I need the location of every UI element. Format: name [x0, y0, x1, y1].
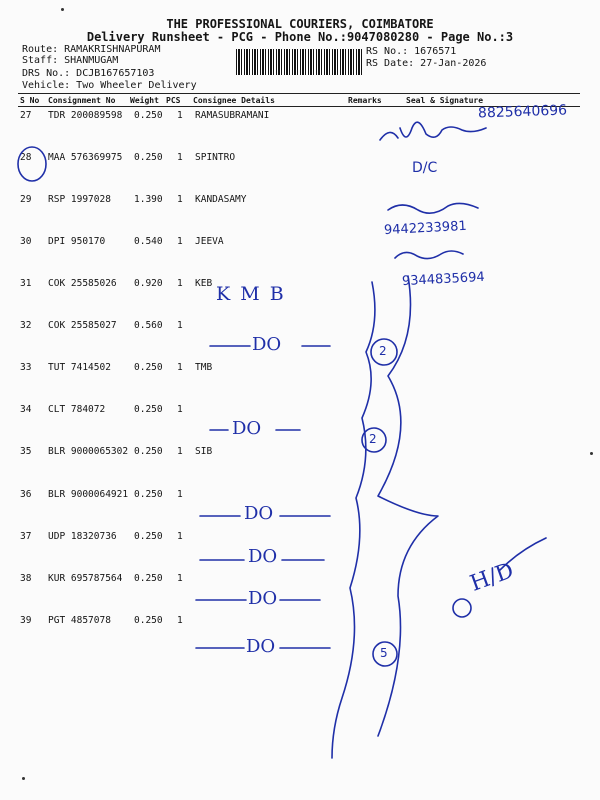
row-consignee: KEB	[195, 278, 213, 289]
row-weight: 0.250	[134, 110, 163, 121]
row-sno: 30	[20, 236, 32, 247]
row-sno: 31	[20, 278, 32, 289]
scan-dot	[22, 777, 25, 780]
row-consignee: JEEVA	[195, 236, 224, 247]
row-weight: 0.250	[134, 489, 163, 500]
row-consignee: TMB	[195, 362, 213, 373]
row-consignment: UDP 18320736	[48, 531, 117, 542]
row-pcs: 1	[177, 320, 183, 331]
row-sno: 27	[20, 110, 32, 121]
row-pcs: 1	[177, 278, 183, 289]
col-consignee: Consignee Details	[193, 96, 275, 105]
handwritten-count: 2	[369, 432, 377, 446]
scan-dot	[590, 452, 593, 455]
row-weight: 0.560	[134, 320, 163, 331]
row-consignment: RSP 1997028	[48, 194, 111, 205]
col-weight: Weight	[130, 96, 159, 105]
table-row	[0, 320, 600, 334]
row-consignment: BLR 9000064921	[48, 489, 129, 500]
row-consignment: TDR 200089598	[48, 110, 123, 121]
row-weight: 0.250	[134, 615, 163, 626]
row-weight: 0.250	[134, 573, 163, 584]
table-row	[0, 404, 600, 418]
row-pcs: 1	[177, 615, 183, 626]
table-row	[0, 531, 600, 545]
row-sno: 33	[20, 362, 32, 373]
handwritten-ditto: DO	[246, 636, 276, 657]
col-sno: S No	[20, 96, 40, 105]
signature-scribble	[380, 122, 486, 140]
col-pcs: PCS	[166, 96, 181, 105]
row-sno: 37	[20, 531, 32, 542]
row-consignment: CLT 784072	[48, 404, 106, 415]
drs-number: DRS No.: DCJB167657103	[22, 68, 155, 79]
row-weight: 0.250	[134, 362, 163, 373]
row-sno: 32	[20, 320, 32, 331]
row-consignment: DPI 950170	[48, 236, 106, 247]
handwritten-count: 2	[379, 344, 387, 358]
row-pcs: 1	[177, 362, 183, 373]
row-consignment: PGT 4857078	[48, 615, 111, 626]
runsheet-subtitle: Delivery Runsheet - PCG - Phone No.:9047080280 - Page No.:3	[86, 30, 514, 44]
handwritten-ditto: DO	[244, 503, 274, 524]
row-weight: 0.250	[134, 446, 163, 457]
row-pcs: 1	[177, 489, 183, 500]
table-row	[0, 236, 600, 250]
row-consignment: KUR 695787564	[48, 573, 123, 584]
handwritten-ditto: DO	[248, 588, 278, 609]
row-pcs: 1	[177, 194, 183, 205]
row-weight: 0.920	[134, 278, 163, 289]
barcode-image	[236, 49, 362, 75]
row-pcs: 1	[177, 531, 183, 542]
row-weight: 1.390	[134, 194, 163, 205]
row-weight: 0.250	[134, 152, 163, 163]
handwritten-dc: D/C	[412, 160, 438, 176]
row-pcs: 1	[177, 573, 183, 584]
row-pcs: 1	[177, 152, 183, 163]
handwritten-count: 5	[380, 646, 388, 660]
row-sno: 38	[20, 573, 32, 584]
row-sno: 39	[20, 615, 32, 626]
table-row	[0, 152, 600, 166]
handwritten-initials: H/D	[467, 558, 518, 597]
row-weight: 0.250	[134, 404, 163, 415]
row-weight: 0.250	[134, 531, 163, 542]
row-consignee: RAMASUBRAMANI	[195, 110, 270, 121]
row-consignee: SPINTRO	[195, 152, 236, 163]
staff-label: Staff: SHANMUGAM	[22, 55, 119, 66]
signature-scribble	[395, 251, 463, 259]
row-weight: 0.540	[134, 236, 163, 247]
row-sno: 29	[20, 194, 32, 205]
handwritten-phone-2: 9442233981	[383, 218, 468, 239]
row-consignment: BLR 9000065302	[48, 446, 129, 457]
row-sno: 36	[20, 489, 32, 500]
row-pcs: 1	[177, 236, 183, 247]
header-top-rule	[18, 93, 580, 94]
row-sno: 34	[20, 404, 32, 415]
row-consignment: MAA 576369975	[48, 152, 123, 163]
brace-stroke	[378, 276, 438, 736]
vehicle-label: Vehicle: Two Wheeler Delivery	[22, 80, 197, 91]
row-consignment: COK 25585027	[48, 320, 117, 331]
table-row	[0, 278, 600, 292]
row-consignment: COK 25585026	[48, 278, 117, 289]
brace-stroke	[332, 282, 375, 758]
route-label: Route: RAMAKRISHNAPURAM	[22, 44, 161, 55]
row-sno: 35	[20, 446, 32, 457]
table-row	[0, 194, 600, 208]
col-consignment: Consignment No	[48, 96, 116, 105]
handwritten-phone-1: 8825640696	[477, 102, 568, 122]
table-row	[0, 615, 600, 629]
scan-dot	[61, 8, 64, 11]
table-row	[0, 446, 600, 460]
col-seal: Seal & Signature	[406, 96, 484, 105]
row-consignee: SIB	[195, 446, 213, 457]
row-consignment: TUT 7414502	[48, 362, 111, 373]
handwritten-phone-3: 9344835694	[401, 269, 486, 290]
handwritten-ditto: DO	[252, 334, 282, 355]
row-consignee: KANDASAMY	[195, 194, 247, 205]
col-remarks: Remarks	[348, 96, 382, 105]
company-title: THE PROFESSIONAL COURIERS, COIMBATORE	[166, 17, 434, 31]
table-row	[0, 489, 600, 503]
row-sno: 28	[20, 152, 32, 163]
rs-date: RS Date: 27-Jan-2026	[366, 58, 487, 69]
row-pcs: 1	[177, 110, 183, 121]
handwritten-ditto: DO	[248, 546, 278, 567]
rs-number: RS No.: 1676571	[366, 46, 457, 57]
handwritten-kmb: K M B	[216, 283, 286, 305]
handwritten-ditto: DO	[232, 418, 262, 439]
table-row	[0, 362, 600, 376]
row-pcs: 1	[177, 446, 183, 457]
row-pcs: 1	[177, 404, 183, 415]
